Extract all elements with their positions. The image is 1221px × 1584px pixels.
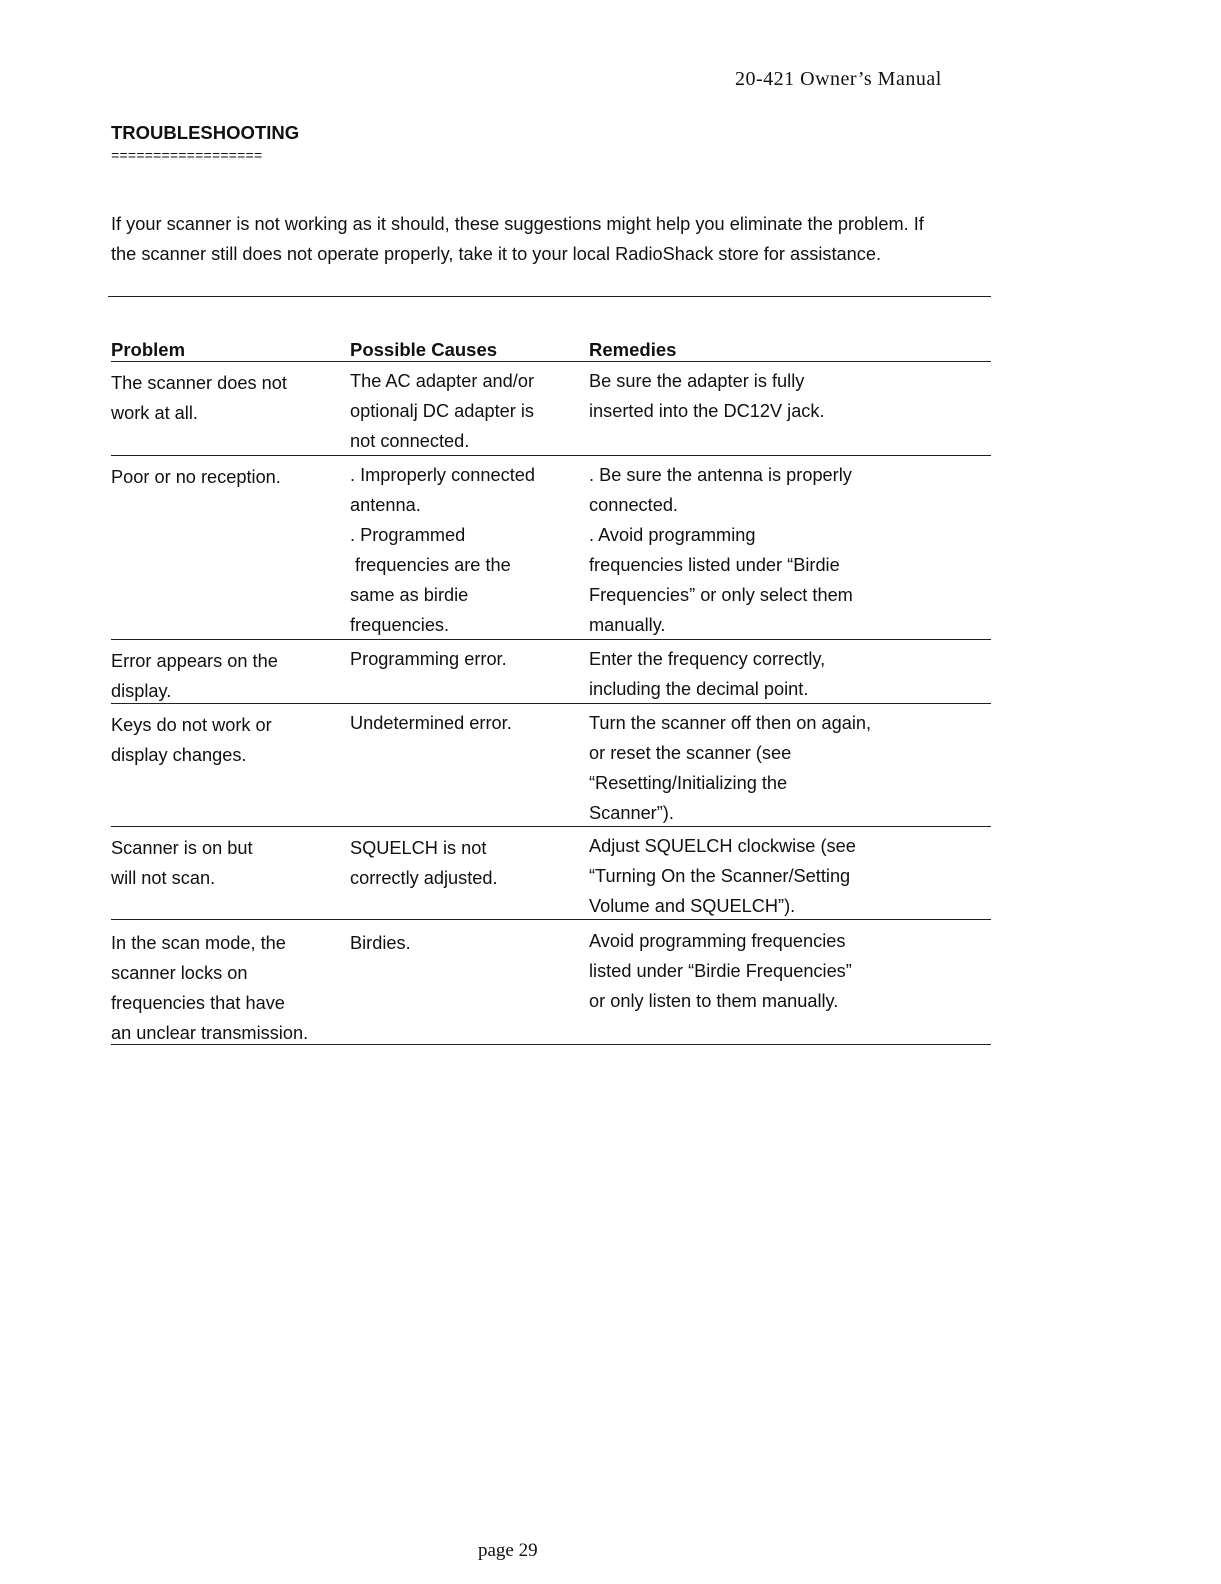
cell-line: not connected.	[350, 431, 470, 451]
remedies-cell	[589, 460, 853, 640]
table-row	[111, 920, 991, 1045]
cell-line: Avoid programming frequencies	[589, 931, 846, 951]
cell-line: Poor or no reception.	[111, 467, 281, 487]
cell-line: “Resetting/Initializing the	[589, 773, 788, 793]
causes-cell	[350, 366, 534, 456]
cell-line: Birdies.	[350, 933, 411, 953]
cell-line: listed under “Birdie Frequencies”	[589, 961, 852, 981]
cell-line: Error appears on the	[111, 651, 278, 671]
cell-line: including the decimal point.	[589, 679, 809, 699]
cell-line: Undetermined error.	[350, 713, 512, 733]
problem-cell	[111, 928, 308, 1048]
remedies-cell	[589, 366, 825, 426]
remedies-cell	[589, 708, 871, 828]
cell-line: Volume and SQUELCH”).	[589, 896, 796, 916]
cell-line: or reset the scanner (see	[589, 743, 792, 763]
cell-line: antenna.	[350, 495, 421, 515]
cell-line: Programming error.	[350, 649, 507, 669]
cell-line: Scanner is on but	[111, 838, 253, 858]
cell-line: Frequencies” or only select them	[589, 585, 853, 605]
cell-line: display.	[111, 681, 172, 701]
cell-line: Adjust SQUELCH clockwise (see	[589, 836, 856, 856]
cell-line: In the scan mode, the	[111, 933, 286, 953]
intro-line: the scanner still does not operate properly, take it to your local RadioShack store for assistance.	[111, 244, 882, 264]
header-possible-causes: Possible Causes	[350, 339, 498, 360]
remedies-cell	[589, 926, 852, 1016]
intro-line: If your scanner is not working as it should, these suggestions might help you eliminate the problem. If	[111, 214, 924, 234]
cell-line: Enter the frequency correctly,	[589, 649, 826, 669]
cell-line: will not scan.	[111, 868, 216, 888]
causes-cell	[350, 833, 498, 893]
cell-line: work at all.	[111, 403, 198, 423]
cell-line: The AC adapter and/or	[350, 371, 535, 391]
cell-line: optionalj DC adapter is	[350, 401, 534, 421]
cell-line: correctly adjusted.	[350, 868, 498, 888]
page-number: page 29	[478, 1540, 538, 1561]
cell-line: “Turning On the Scanner/Setting	[589, 866, 851, 886]
cell-line: frequencies are the	[350, 555, 511, 575]
cell-line: Scanner”).	[589, 803, 674, 823]
cell-line: inserted into the DC12V jack.	[589, 401, 825, 421]
cell-line: Keys do not work or	[111, 715, 272, 735]
cell-line: frequencies.	[350, 615, 450, 635]
cell-line: an unclear transmission.	[111, 1023, 309, 1043]
cell-line: . Programmed	[350, 525, 466, 545]
intro-paragraph	[111, 209, 1011, 269]
table-row	[111, 827, 991, 920]
problem-cell	[111, 462, 281, 492]
cell-line: manually.	[589, 615, 666, 635]
remedies-cell	[589, 644, 825, 704]
cell-line: SQUELCH is not	[350, 838, 487, 858]
cell-line: The scanner does not	[111, 373, 287, 393]
cell-line: . Be sure the antenna is properly	[589, 465, 852, 485]
header-problem: Problem	[111, 339, 186, 360]
horizontal-rule	[108, 296, 991, 297]
table-row	[111, 362, 991, 456]
header-remedies: Remedies	[589, 339, 677, 360]
troubleshooting-table	[111, 336, 991, 1045]
cell-line: Be sure the adapter is fully	[589, 371, 805, 391]
cell-line: scanner locks on	[111, 963, 248, 983]
section-title: TROUBLESHOOTING	[111, 122, 300, 143]
problem-cell	[111, 368, 287, 428]
cell-line: frequencies listed under “Birdie	[589, 555, 840, 575]
table-header-row	[111, 336, 991, 362]
cell-line: or only listen to them manually.	[589, 991, 839, 1011]
causes-cell	[350, 928, 411, 958]
cell-line: frequencies that have	[111, 993, 285, 1013]
causes-cell	[350, 460, 535, 640]
problem-cell	[111, 710, 272, 770]
cell-line: same as birdie	[350, 585, 469, 605]
causes-cell	[350, 644, 507, 674]
problem-cell	[111, 833, 253, 893]
cell-line: . Improperly connected	[350, 465, 536, 485]
causes-cell	[350, 708, 512, 738]
manual-header: 20-421 Owner’s Manual	[735, 68, 942, 90]
title-underline: ==================	[111, 149, 263, 165]
cell-line: display changes.	[111, 745, 247, 765]
cell-line: . Avoid programming	[589, 525, 756, 545]
table-row	[111, 640, 991, 704]
cell-line: Turn the scanner off then on again,	[589, 713, 872, 733]
remedies-cell	[589, 831, 856, 921]
table-row	[111, 704, 991, 827]
cell-line: connected.	[589, 495, 678, 515]
table-row	[111, 456, 991, 640]
problem-cell	[111, 646, 278, 706]
